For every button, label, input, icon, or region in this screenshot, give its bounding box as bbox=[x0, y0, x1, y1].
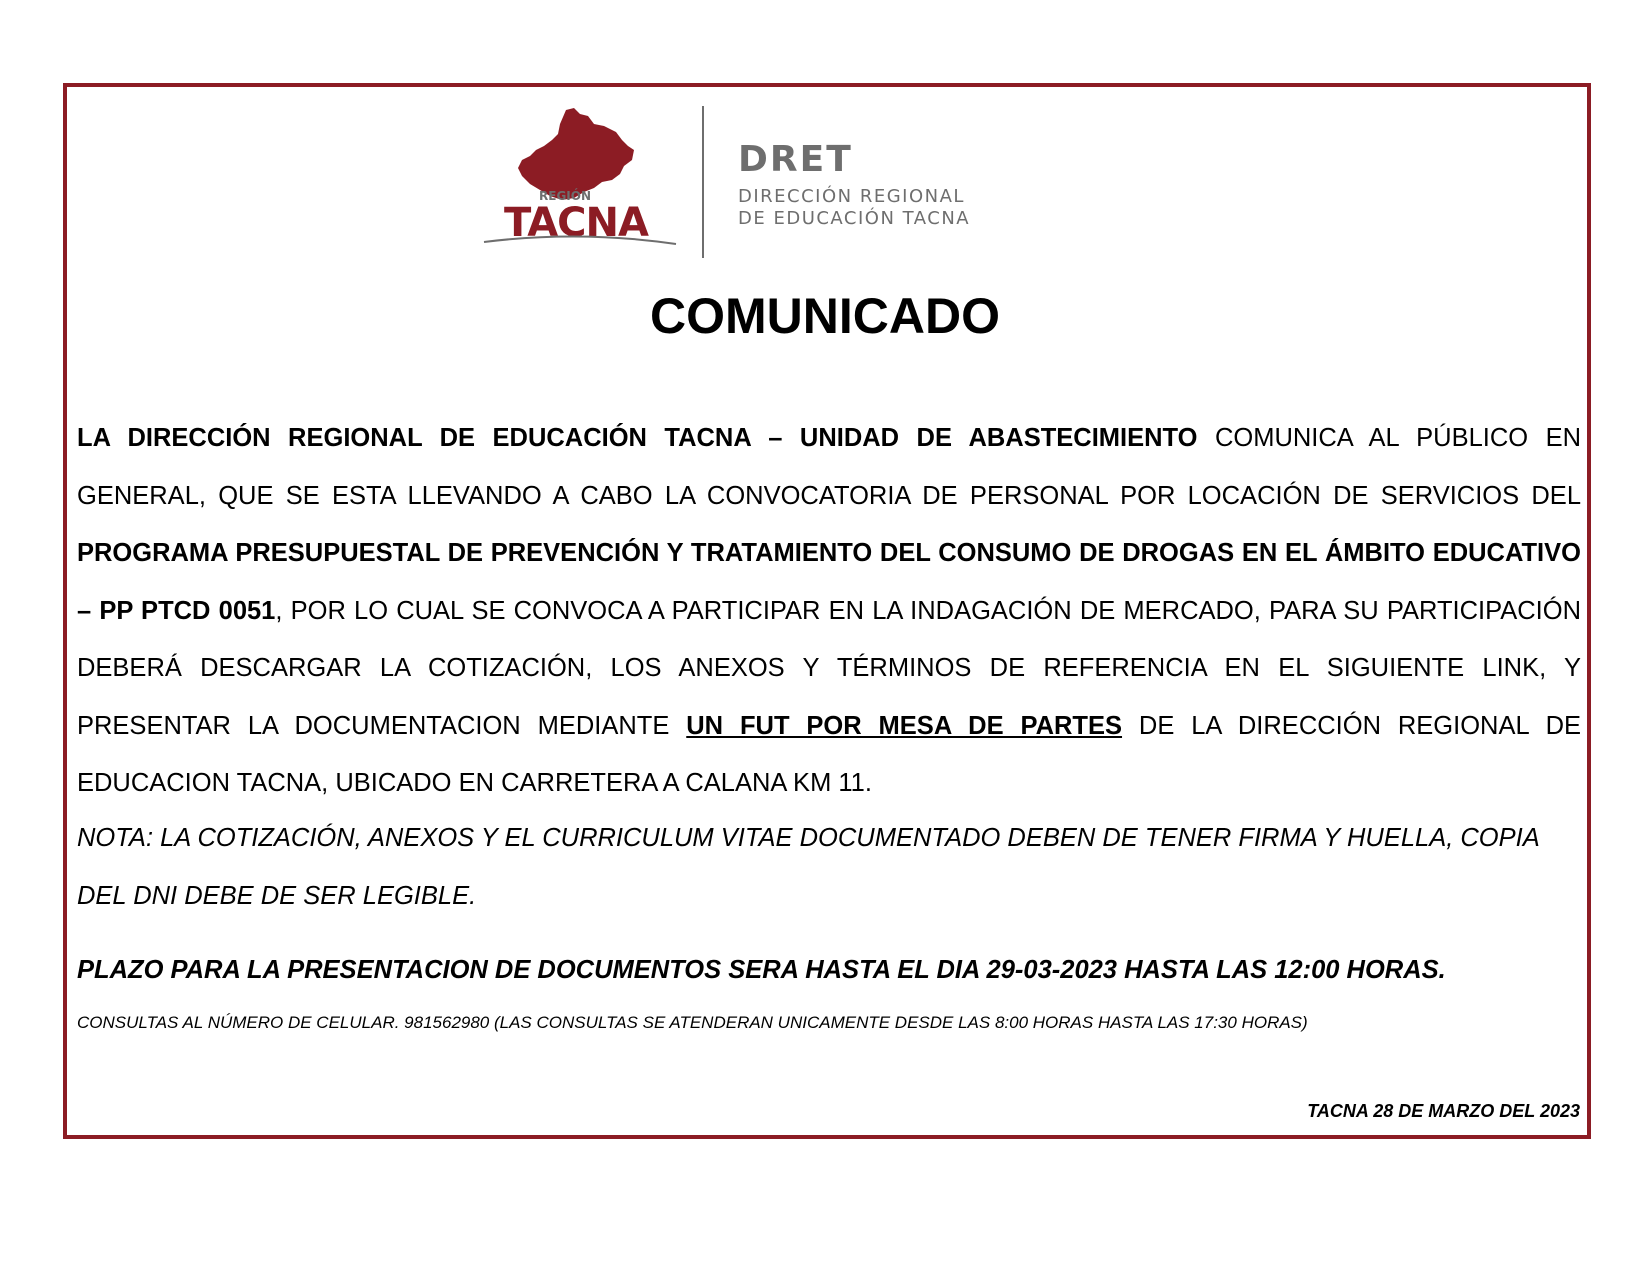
fut-requirement: UN FUT POR MESA DE PARTES bbox=[686, 711, 1123, 740]
program-name: PROGRAMA PRESUPUESTAL DE PREVENCIÓN Y TRATAMIENTO DEL CONSUMO DE DROGAS EN EL ÁMBITO EDUCATIVO – PP PTCD 0051 bbox=[77, 539, 1581, 625]
lead-bold-text: LA DIRECCIÓN REGIONAL DE EDUCACIÓN TACNA – UNIDAD DE ABASTECIMIENTO bbox=[77, 424, 1198, 452]
region-tacna-logo bbox=[470, 104, 680, 254]
page-title: COMUNICADO bbox=[650, 288, 1000, 344]
announcement-paragraph bbox=[77, 410, 1581, 813]
body-text-2: , POR LO CUAL SE CONVOCA A PARTICIPAR EN LA INDAGACIÓN DE MERCADO, PARA SU PARTICIPACIÓN DEBERÁ DESCARGAR LA COTIZACIÓN, LOS ANEXOS Y TÉRMINOS DE REFERENCIA EN EL SIGUIENTE LINK, Y PRESENTAR LA DOCUMENTACION MEDIANTE bbox=[77, 596, 1582, 740]
announcement-body bbox=[77, 410, 1581, 813]
document-date: TACNA 28 DE MARZO DEL 2023 bbox=[1307, 1101, 1580, 1121]
header-logo bbox=[470, 104, 1030, 264]
org-line-2: DE EDUCACIÓN TACNA bbox=[738, 208, 971, 229]
body-text-1: COMUNICA AL PÚBLICO EN GENERAL, QUE SE ESTA LLEVANDO A CABO LA CONVOCATORIA DE PERSONAL POR LOCACIÓN DE SERVICIOS DEL bbox=[77, 424, 1581, 510]
note-section bbox=[77, 810, 1581, 925]
contact-info: CONSULTAS AL NÚMERO DE CELULAR. 981562980 (LAS CONSULTAS SE ATENDERAN UNICAMENTE DESDE LAS 8:00 HORAS HASTA LAS 17:30 HORAS) bbox=[77, 1013, 1308, 1032]
note-text: NOTA: LA COTIZACIÓN, ANEXOS Y EL CURRICULUM VITAE DOCUMENTADO DEBEN DE TENER FIRMA Y HUELLA, COPIA DEL DNI DEBE DE SER LEGIBLE. bbox=[77, 824, 1539, 910]
org-name-block bbox=[738, 139, 971, 230]
org-acronym: DRET bbox=[738, 139, 853, 180]
region-name: TACNA bbox=[504, 200, 648, 246]
deadline-text: PLAZO PARA LA PRESENTACION DE DOCUMENTOS SERA HASTA EL DIA 29-03-2023 HASTA LAS 12:00 HORAS. bbox=[77, 956, 1446, 984]
logo-divider bbox=[702, 106, 704, 258]
body-text-3: DE LA DIRECCIÓN REGIONAL DE EDUCACION TACNA, UBICADO EN CARRETERA A CALANA KM 11. bbox=[77, 711, 1582, 797]
region-label: REGIÓN bbox=[539, 189, 591, 203]
org-line-1: DIRECCIÓN REGIONAL bbox=[738, 186, 965, 207]
tacna-map-icon bbox=[518, 108, 634, 200]
